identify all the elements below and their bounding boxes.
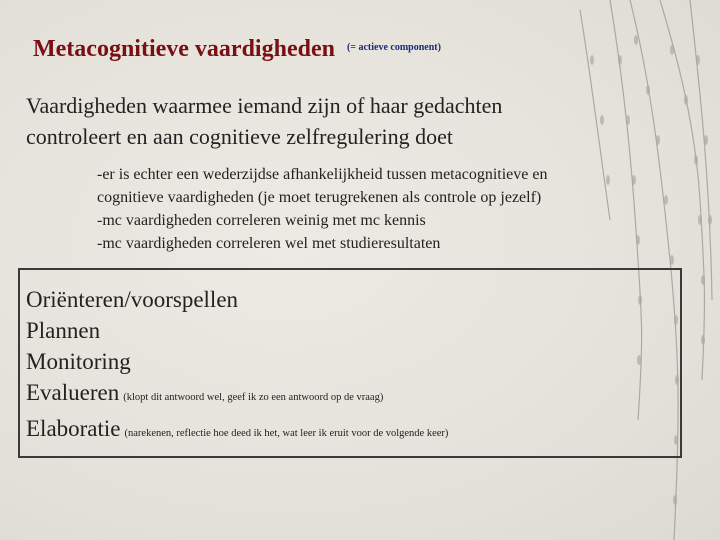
steps-list	[26, 284, 448, 449]
bullet-line: -mc vaardigheden correleren weinig met mc kennis	[97, 212, 426, 229]
step-label: Monitoring	[26, 349, 131, 374]
bullet-line: cognitieve vaardigheden (je moet terugrekenen als controle op jezelf)	[97, 189, 542, 206]
bullet-line: -mc vaardigheden correleren wel met studieresultaten	[97, 235, 441, 252]
step-label: Elaboratie	[26, 416, 121, 441]
step-note: (klopt dit antwoord wel, geef ik zo een antwoord op de vraag)	[123, 392, 384, 403]
intro-line: controleert en aan cognitieve zelfregulering doet	[26, 124, 453, 149]
title-subtitle: (= actieve component)	[346, 42, 441, 53]
title-main: Metacognitieve vaardigheden	[33, 36, 335, 62]
bullet-line: -er is echter een wederzijdse afhankelijkheid tussen metacognitieve en	[97, 166, 548, 183]
step-item	[26, 413, 448, 449]
step-label: Plannen	[26, 318, 101, 343]
step-item	[26, 346, 448, 377]
step-label: Oriënteren/voorspellen	[26, 287, 239, 312]
step-item	[26, 315, 448, 346]
intro-line: Vaardigheden waarmee iemand zijn of haar gedachten	[26, 93, 503, 118]
step-label: Evalueren	[26, 380, 120, 405]
step-item	[26, 284, 448, 315]
step-note: (narekenen, reflectie hoe deed ik het, wat leer ik eruit voor de volgende keer)	[124, 428, 449, 439]
bullet-list	[97, 163, 547, 255]
slide-title	[33, 36, 441, 63]
intro-paragraph	[26, 90, 666, 152]
step-item	[26, 377, 448, 413]
